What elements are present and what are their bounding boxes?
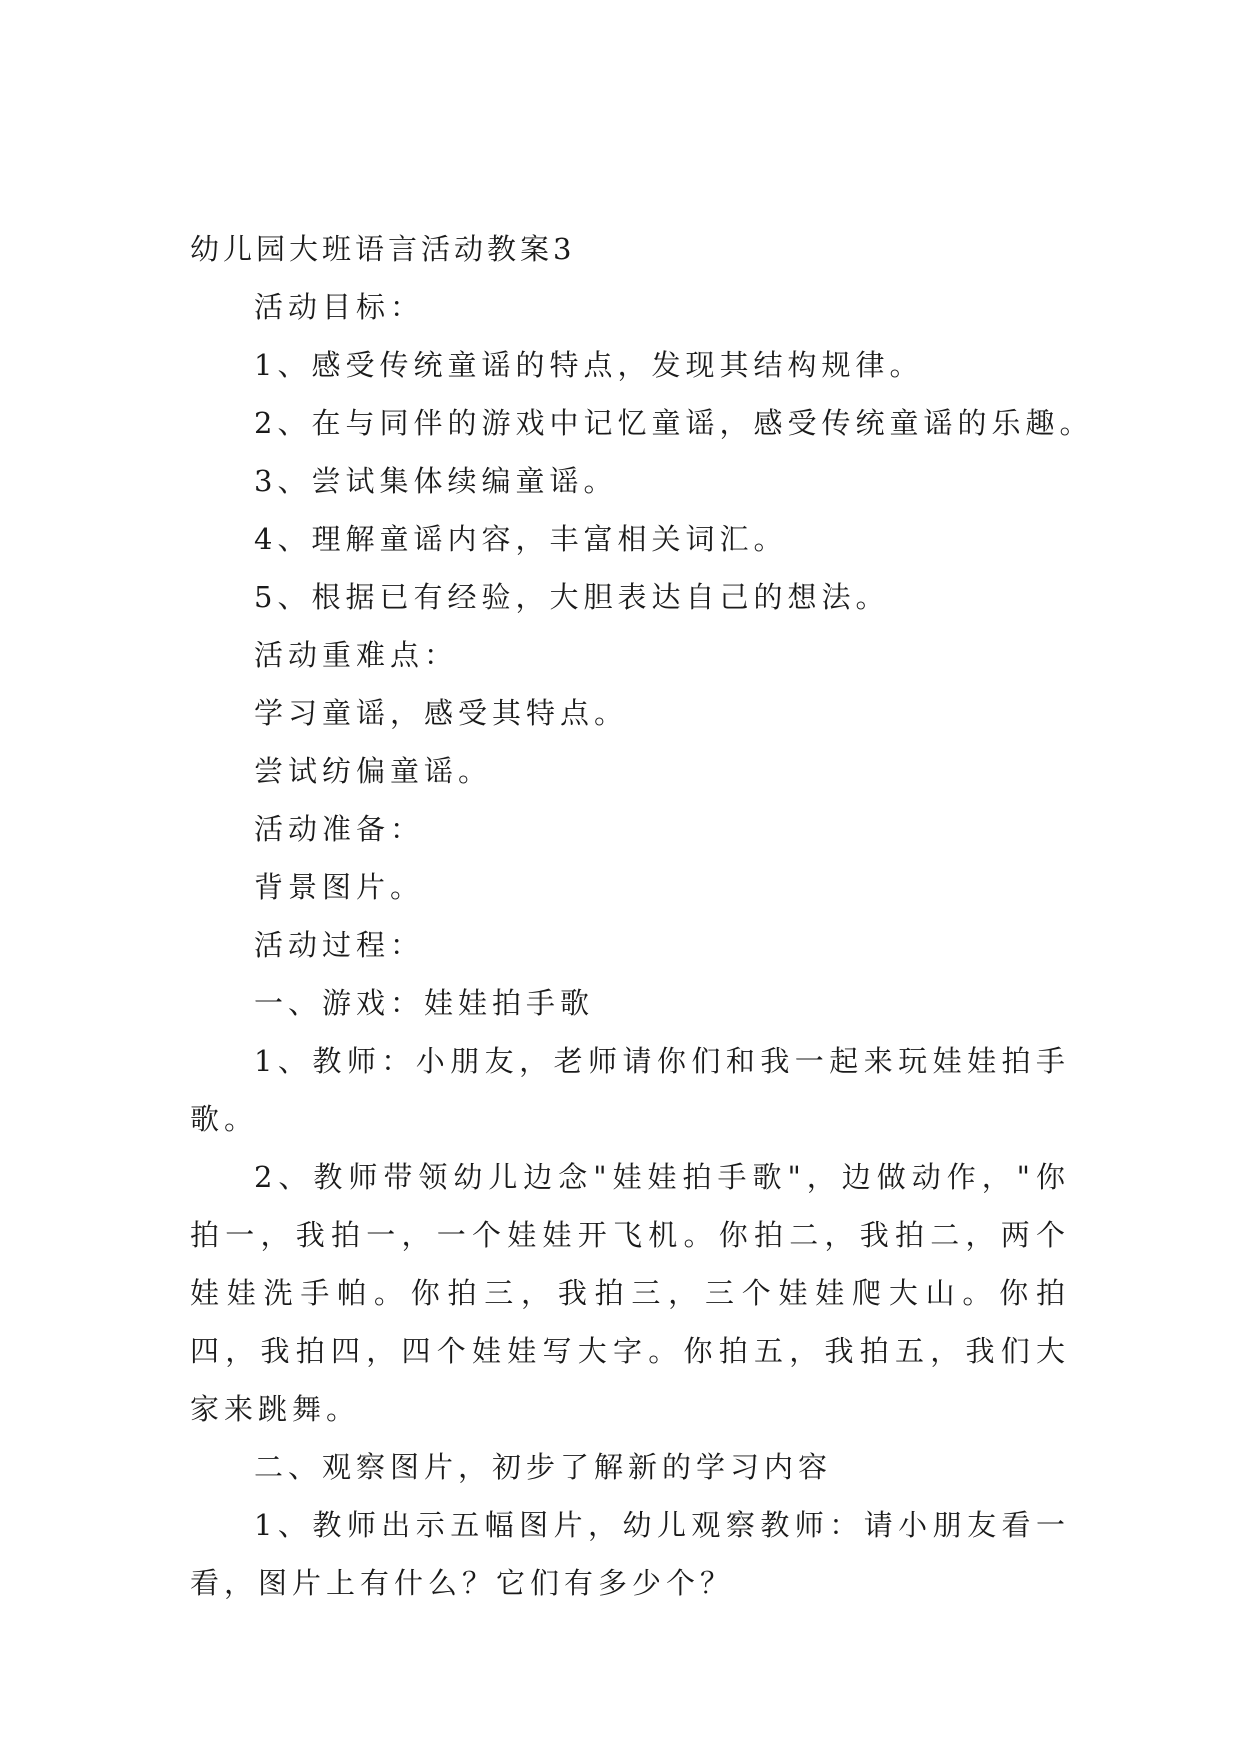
document-title: 幼儿园大班语言活动教案3: [190, 232, 576, 266]
objective-item: 4、理解童谣内容，丰富相关词汇。: [254, 522, 788, 556]
heading-objectives: 活动目标：: [254, 290, 425, 324]
preparation-item: 背景图片。: [254, 870, 425, 904]
process-step-heading: 一、游戏：娃娃拍手歌: [254, 986, 595, 1020]
key-point-item: 尝试纺偏童谣。: [254, 754, 493, 788]
objective-item: 1、感受传统童谣的特点，发现其结构规律。: [254, 348, 924, 382]
heading-key-points: 活动重难点：: [254, 638, 459, 672]
heading-preparation: 活动准备：: [254, 812, 425, 846]
process-paragraph: 1、教师出示五幅图片，幼儿观察教师：请小朋友看一看，图片上有什么？它们有多少个？: [190, 1508, 1070, 1600]
objective-item: 5、根据已有经验，大胆表达自己的想法。: [254, 580, 890, 614]
process-paragraph: 1、教师：小朋友，老师请你们和我一起来玩娃娃拍手歌。: [190, 1044, 1070, 1136]
objective-item: 3、尝试集体续编童谣。: [254, 464, 618, 498]
objective-item: 2、在与同伴的游戏中记忆童谣，感受传统童谣的乐趣。: [254, 406, 1094, 440]
heading-process: 活动过程：: [254, 928, 425, 962]
process-step-heading: 二、观察图片，初步了解新的学习内容: [254, 1450, 833, 1484]
key-point-item: 学习童谣，感受其特点。: [254, 696, 629, 730]
document-body: [190, 220, 1094, 1612]
process-paragraph: 2、教师带领幼儿边念"娃娃拍手歌"，边做动作，"你拍一，我拍一，一个娃娃开飞机。你拍二，我拍二，两个娃娃洗手帕。你拍三，我拍三，三个娃娃爬大山。你拍四，我拍四，四个娃娃写大字。你拍五，我拍五，我们大家来跳舞。: [190, 1160, 1070, 1426]
